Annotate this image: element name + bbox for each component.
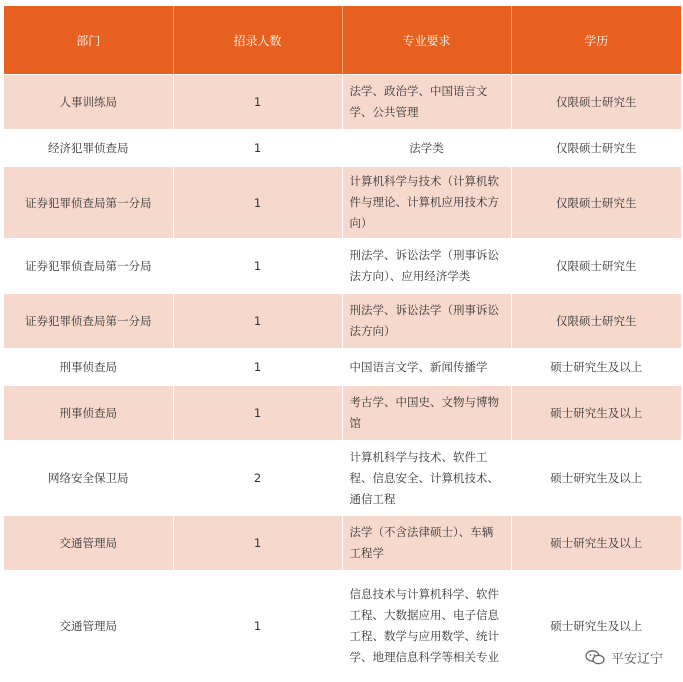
table-row <box>4 349 681 386</box>
cell-education: 仅限硕士研究生 <box>511 75 681 130</box>
table-header-row <box>4 6 681 75</box>
cell-education: 硕士研究生及以上 <box>511 441 681 516</box>
cell-department: 人事训练局 <box>4 75 173 130</box>
cell-education: 硕士研究生及以上 <box>511 516 681 571</box>
cell-department: 网络安全保卫局 <box>4 441 173 516</box>
watermark-text: 平安辽宁 <box>610 652 663 667</box>
cell-education: 硕士研究生及以上 <box>511 571 681 682</box>
table-row <box>4 167 681 239</box>
cell-count: 1 <box>173 75 342 130</box>
cell-department: 交通管理局 <box>4 516 173 571</box>
cell-count: 2 <box>173 441 342 516</box>
cell-education: 仅限硕士研究生 <box>511 167 681 239</box>
cell-education: 仅限硕士研究生 <box>511 294 681 349</box>
cell-major: 法学类 <box>342 130 511 167</box>
cell-major: 计算机科学与技术（计算机软件与理论、计算机应用技术方向） <box>342 167 511 239</box>
recruitment-table <box>4 6 681 682</box>
table-row <box>4 516 681 571</box>
header-count: 招录人数 <box>173 6 342 75</box>
cell-department: 刑事侦查局 <box>4 386 173 441</box>
cell-count: 1 <box>173 386 342 441</box>
cell-major: 计算机科学与技术、软件工程、信息安全、计算机技术、通信工程 <box>342 441 511 516</box>
table-row <box>4 294 681 349</box>
cell-major: 法学、政治学、中国语言文学、公共管理 <box>342 75 511 130</box>
cell-education: 仅限硕士研究生 <box>511 239 681 294</box>
cell-department: 经济犯罪侦查局 <box>4 130 173 167</box>
recruitment-table-container <box>4 6 681 682</box>
cell-department: 证券犯罪侦查局第一分局 <box>4 239 173 294</box>
watermark <box>585 648 663 667</box>
table-row <box>4 571 681 682</box>
cell-count: 1 <box>173 167 342 239</box>
cell-count: 1 <box>173 349 342 386</box>
cell-education: 硕士研究生及以上 <box>511 349 681 386</box>
table-row <box>4 386 681 441</box>
cell-department: 证券犯罪侦查局第一分局 <box>4 294 173 349</box>
cell-count: 1 <box>173 294 342 349</box>
cell-education: 硕士研究生及以上 <box>511 386 681 441</box>
header-department: 部门 <box>4 6 173 75</box>
cell-department: 证券犯罪侦查局第一分局 <box>4 167 173 239</box>
cell-count: 1 <box>173 130 342 167</box>
cell-major: 信息技术与计算机科学、软件工程、大数据应用、电子信息工程、数学与应用数学、统计学、地理信息科学等相关专业 <box>342 571 511 682</box>
cell-major: 刑法学、诉讼法学（刑事诉讼法方向） <box>342 294 511 349</box>
table-row <box>4 441 681 516</box>
cell-department: 交通管理局 <box>4 571 173 682</box>
header-education: 学历 <box>511 6 681 75</box>
cell-count: 1 <box>173 516 342 571</box>
cell-education: 仅限硕士研究生 <box>511 130 681 167</box>
cell-major: 法学（不含法律硕士）、车辆工程学 <box>342 516 511 571</box>
table-row <box>4 239 681 294</box>
cell-department: 刑事侦查局 <box>4 349 173 386</box>
table-row <box>4 75 681 130</box>
cell-count: 1 <box>173 571 342 682</box>
header-major: 专业要求 <box>342 6 511 75</box>
table-row <box>4 130 681 167</box>
wechat-icon <box>585 650 605 665</box>
cell-major: 考古学、中国史、文物与博物馆 <box>342 386 511 441</box>
cell-count: 1 <box>173 239 342 294</box>
cell-major: 中国语言文学、新闻传播学 <box>342 349 511 386</box>
cell-major: 刑法学、诉讼法学（刑事诉讼法方向）、应用经济学类 <box>342 239 511 294</box>
